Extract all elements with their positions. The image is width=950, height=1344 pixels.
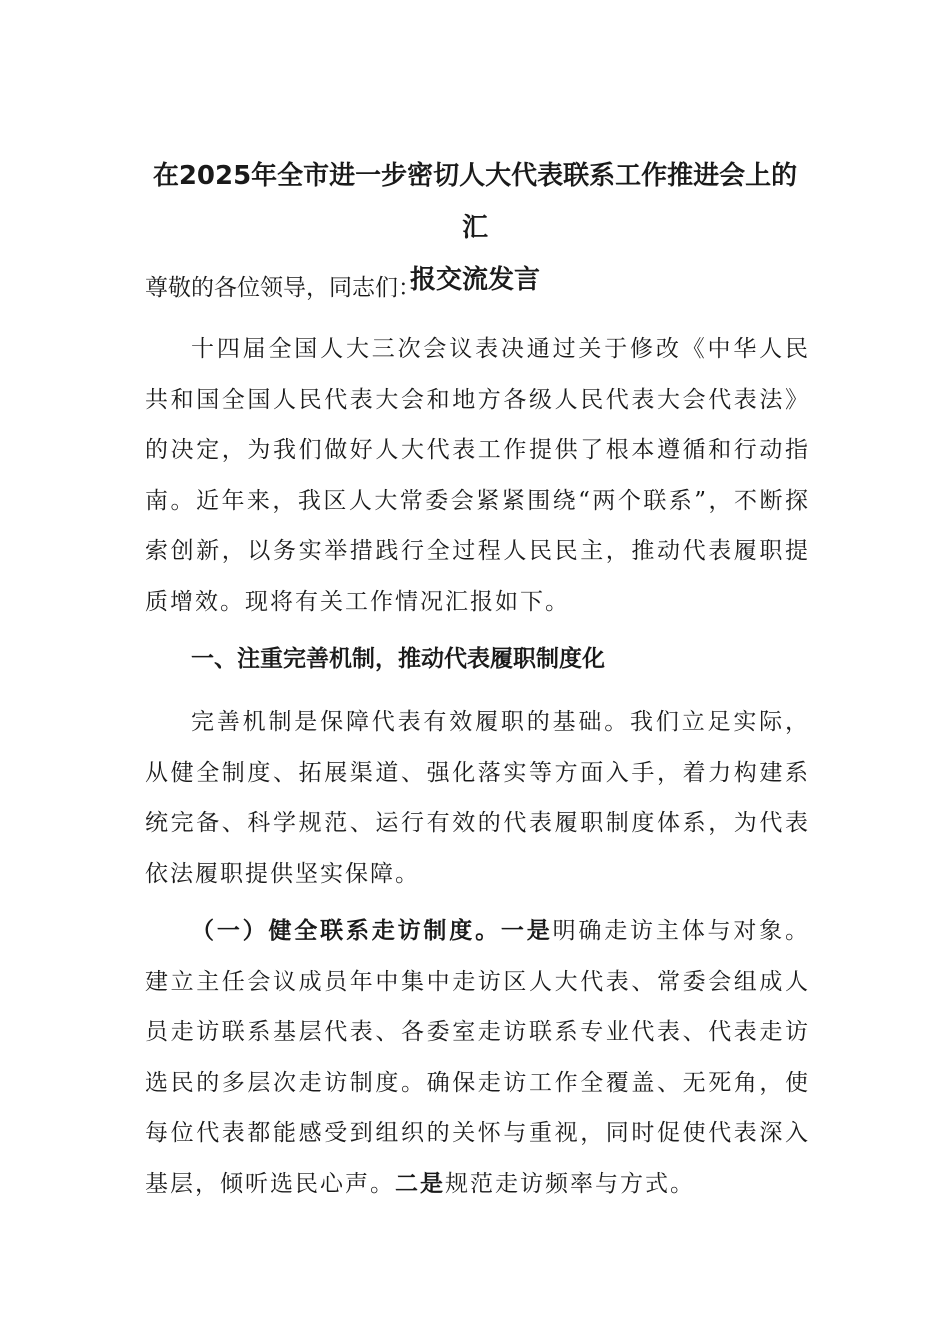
section-1-body: 完善机制是保障代表有效履职的基础。我们立足实际，从健全制度、拓展渠道、强化落实等方面入手，着力构建系统完备、科学规范、运行有效的代表履职制度体系，为代表依法履职提供坚实保障。 <box>145 709 810 887</box>
subsection-1-label: （一）健全联系走访制度。 <box>191 918 501 944</box>
point-1-label: 一是 <box>500 918 553 944</box>
salutation: 尊敬的各位领导，同志们： <box>145 275 421 301</box>
section-1-heading: 一、注重完善机制，推动代表履职制度化 <box>191 646 605 672</box>
point-1-text: 明确走访主体与对象。建立主任会议成员年中集中走访区人大代表、常委会组成人员走访联系基层代表、各委室走访联系专业代表、代表走访选民的多层次走访制度。确保走访工作全覆盖、无死角，使每位代表都能感受到组织的关怀与重视，同时促使代表深入基层，倾听选民心声。 <box>145 918 811 1197</box>
point-2-label: 二是 <box>395 1170 445 1197</box>
title-line-2: 报交流发言 <box>409 265 540 295</box>
intro-paragraph: 十四届全国人大三次会议表决通过关于修改《中华人民共和国全国人民代表大会和地方各级人民代表大会代表法》的决定，为我们做好人大代表工作提供了根本遵循和行动指南。近年来，我区人大常委会紧紧围绕“两个联系”，不断探索创新，以务实举措践行全过程人民民主，推动代表履职提质增效。现将有关工作情况汇报如下。 <box>145 336 810 615</box>
subsection-1-paragraph <box>145 906 810 1209</box>
title-line-1: 在2025年全市进一步密切人大代表联系工作推进会上的汇 <box>152 161 798 243</box>
point-2-text: 规范走访频率与方式。 <box>445 1170 695 1197</box>
